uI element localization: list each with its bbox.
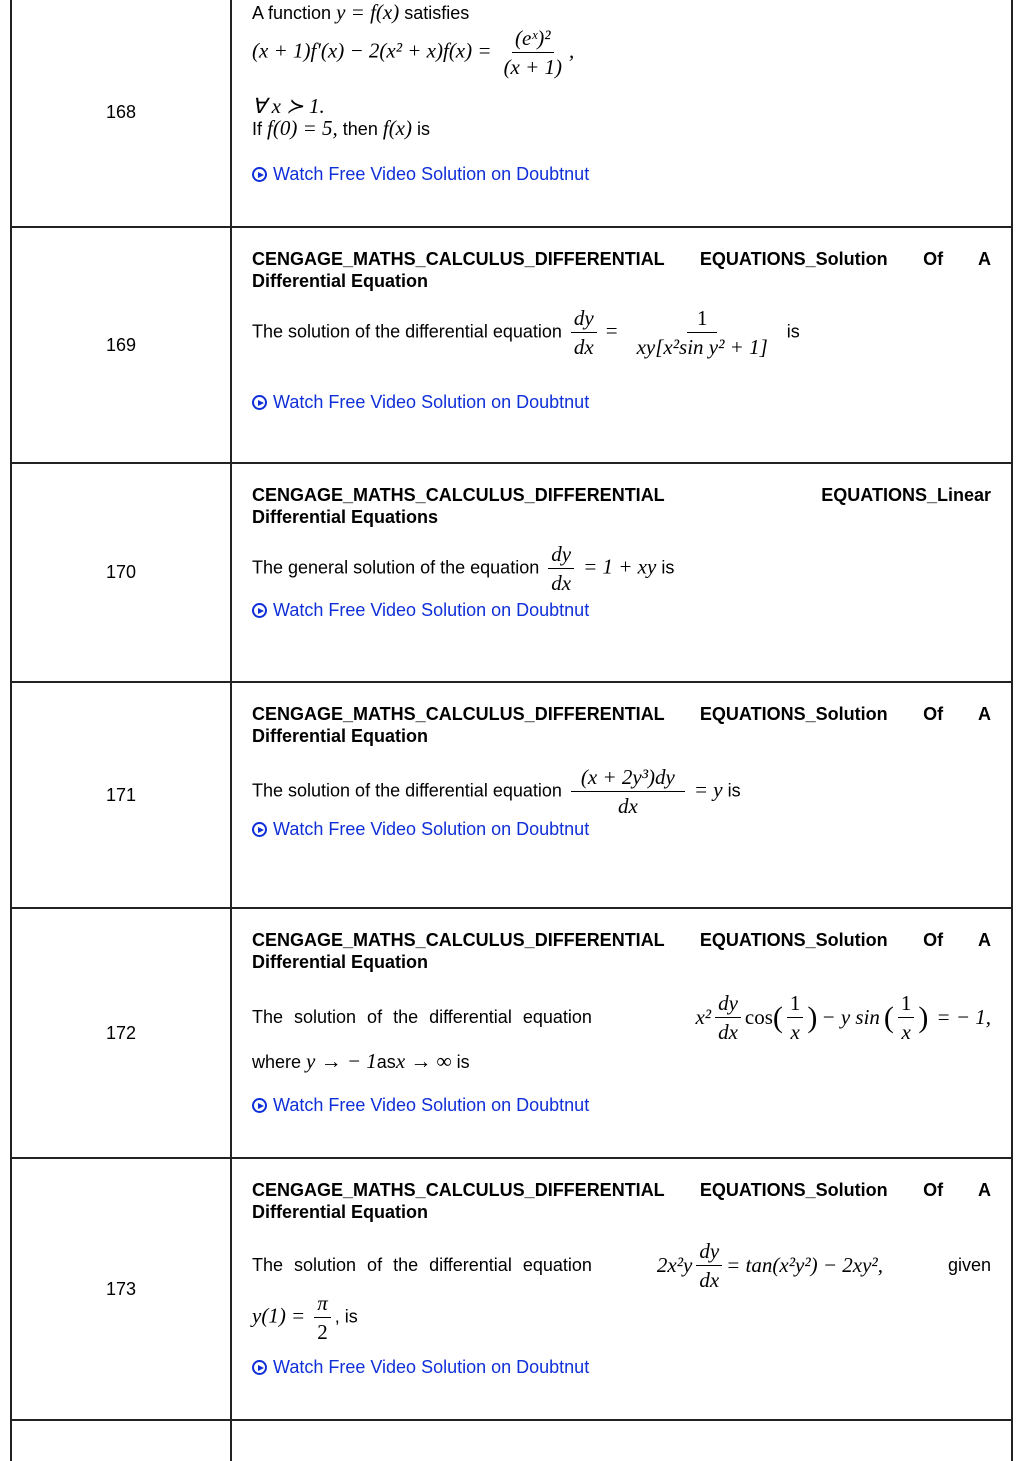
- question-topic: CENGAGE_MATHS_CALCULUS_DIFFERENTIAL EQUATIONS_Linear: [252, 485, 991, 505]
- question-text-line2: y(1) = $\frac{\pi}{2}$ , is: [252, 1291, 358, 1344]
- question-equation: x² $\frac{dy}{dx}$ cos ( $\frac{1}{x}$ ) − y sin ( $\frac{1}{x}$ ) = − 1,: [695, 991, 991, 1044]
- question-row-172: [12, 909, 1011, 1159]
- question-equation: (x + 1)f′(x) − 2(x² + x)f(x) = $\frac{\text{(eˣ)²}}{(x + 1)}$ ,: [252, 26, 575, 79]
- dy-dx-fraction: $\frac{dy}{dx}$: [696, 1239, 722, 1292]
- watch-video-link[interactable]: Watch Free Video Solution on Doubtnut: [252, 164, 589, 185]
- question-row-170: [12, 464, 1011, 683]
- play-circle-icon: [252, 822, 267, 837]
- question-number: 168: [12, 0, 232, 226]
- question-text: The general solution of the equation $\frac{dy}{dx}$ = 1 + xy is: [252, 542, 675, 595]
- play-circle-icon: [252, 1098, 267, 1113]
- play-circle-icon: [252, 603, 267, 618]
- question-condition: ∀ x ≻ 1.: [252, 94, 325, 118]
- watch-video-link[interactable]: Watch Free Video Solution on Doubtnut: [252, 392, 589, 413]
- question-row-171: [12, 683, 1011, 909]
- question-topic: CENGAGE_MATHS_CALCULUS_DIFFERENTIAL EQUATIONS_Solution Of A Differential Equation: [252, 249, 991, 291]
- play-circle-icon: [252, 1360, 267, 1375]
- question-text: The solution of the differential equation x² $\frac{dy}{dx}$ cos ( $\frac{1}{x}$ ) − y sin ( $\frac{1}{x}$ ) = − 1,: [252, 991, 991, 1044]
- question-intro: A function y = f(x) satisfies: [252, 0, 470, 24]
- question-text-line2: where y → − 1asx → ∞ is: [252, 1049, 470, 1073]
- question-text: The solution of the differential equation 2x²y $\frac{dy}{dx}$ = tan(x²y²) − 2xy², given: [252, 1239, 991, 1292]
- question-number: 171: [12, 683, 232, 907]
- question-given: If f(0) = 5, then f(x) is: [252, 116, 431, 140]
- question-number: 172: [12, 909, 232, 1157]
- dy-dx-fraction: $\frac{dy}{dx}$: [571, 306, 597, 359]
- one-over-x-fraction: $\frac{1}{x}$: [898, 991, 915, 1044]
- question-topic: CENGAGE_MATHS_CALCULUS_DIFFERENTIAL EQUATIONS_Solution Of A Differential Equation: [252, 704, 991, 746]
- question-number: 170: [12, 464, 232, 681]
- dy-dx-fraction: $\frac{dy}{dx}$: [715, 991, 741, 1044]
- question-topic: CENGAGE_MATHS_CALCULUS_DIFFERENTIAL EQUATIONS_Solution Of A Differential Equation: [252, 930, 991, 972]
- question-number: 169: [12, 228, 232, 462]
- equation-fraction: $\frac{\text{(eˣ)²}}{(x + 1)}$: [503, 26, 563, 79]
- dy-dx-fraction: $\frac{dy}{dx}$: [548, 542, 574, 595]
- question-row-168: [12, 0, 1011, 228]
- pi-over-two-fraction: $\frac{\pi}{2}$: [314, 1291, 331, 1344]
- question-equation: 2x²y $\frac{dy}{dx}$ = tan(x²y²) − 2xy²,: [656, 1239, 883, 1292]
- question-table: [10, 0, 1013, 1461]
- question-row-173: [12, 1159, 1011, 1421]
- question-text: The solution of the differential equation $\frac{dy}{dx}$ = $\frac{1}{\text{xy[x²sin y² + 1]}}$ is: [252, 306, 800, 359]
- question-topic-line2: Differential Equations: [252, 507, 439, 527]
- equation-fraction: $\frac{\text{(x + 2y³)dy}}{dx}$: [571, 765, 685, 818]
- watch-video-link[interactable]: Watch Free Video Solution on Doubtnut: [252, 1357, 589, 1378]
- play-circle-icon: [252, 167, 267, 182]
- question-row-partial: [12, 1421, 1011, 1461]
- watch-video-link[interactable]: Watch Free Video Solution on Doubtnut: [252, 819, 589, 840]
- watch-video-link[interactable]: Watch Free Video Solution on Doubtnut: [252, 600, 589, 621]
- question-text: The solution of the differential equation $\frac{\text{(x + 2y³)dy}}{dx}$ = y is: [252, 765, 741, 818]
- play-circle-icon: [252, 395, 267, 410]
- question-number-cell: [12, 1421, 232, 1461]
- question-row-169: [12, 228, 1011, 464]
- question-topic: CENGAGE_MATHS_CALCULUS_DIFFERENTIAL EQUATIONS_Solution Of A Differential Equation: [252, 1180, 991, 1222]
- question-number: 173: [12, 1159, 232, 1419]
- rhs-fraction: $\frac{1}{\text{xy[x²sin y² + 1]}}$: [636, 306, 768, 359]
- watch-video-link[interactable]: Watch Free Video Solution on Doubtnut: [252, 1095, 589, 1116]
- one-over-x-fraction: $\frac{1}{x}$: [787, 991, 804, 1044]
